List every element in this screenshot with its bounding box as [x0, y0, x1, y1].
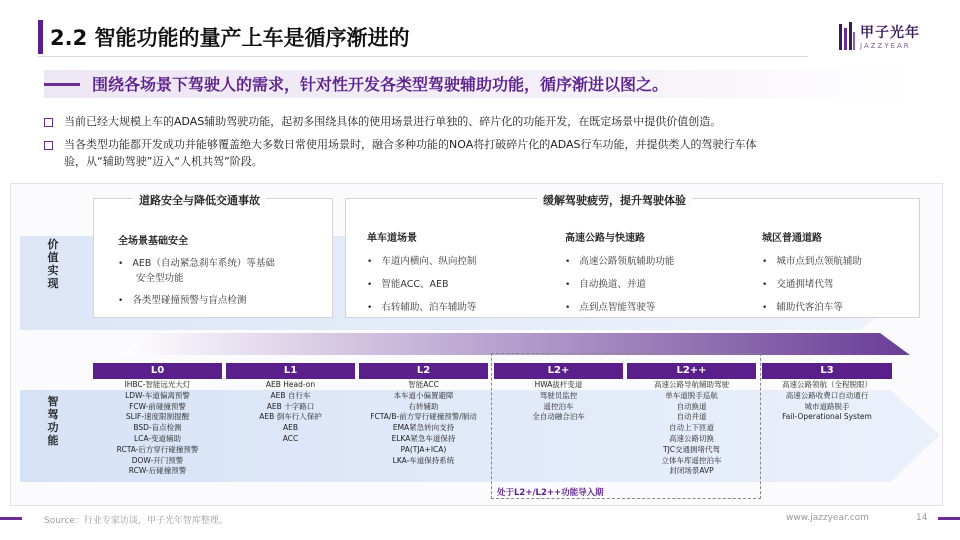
bullet-dot-icon: •	[762, 303, 768, 313]
footer-accent-right	[938, 517, 960, 520]
bullet-dot-icon: •	[565, 257, 571, 267]
function-item: 高速公路收费口自动通行	[785, 390, 869, 400]
function-item: LDW-车道偏离预警	[125, 390, 190, 400]
function-item: AEB	[282, 423, 298, 433]
function-item: 高速公路领航（全程脱眼）	[782, 380, 872, 389]
function-item: DOW-开门预警	[131, 455, 184, 465]
function-item: 高速公路切换	[669, 433, 714, 443]
function-item: 全自动融合泊车	[532, 412, 585, 422]
bullet-dot-icon: •	[762, 257, 768, 267]
function-item: LCA-变道辅助	[133, 433, 182, 443]
logo-mark-icon	[838, 20, 856, 54]
level-header: L1	[226, 363, 355, 379]
function-item: PA(TJA+ICA)	[400, 444, 447, 454]
function-item: EMA紧急转向支持	[392, 423, 455, 433]
scene-column	[118, 232, 275, 306]
footer-accent-left	[0, 517, 22, 520]
label-char: 能	[47, 434, 59, 447]
logo-text-cn: 甲子光年	[860, 25, 920, 41]
function-item: 本车道小偏置避障	[393, 390, 454, 400]
function-item: TJC交通拥堵代驾	[662, 444, 721, 454]
brand-logo	[838, 20, 934, 54]
function-item: 高速公路导航辅助驾驶	[654, 380, 729, 389]
function-item: ELKA紧急车道保持	[391, 433, 456, 443]
scene-item: 各类型碰撞预警与盲点检测	[132, 295, 247, 306]
scene-title: 单车道场景	[367, 233, 417, 244]
scene-title: 全场景基础安全	[118, 236, 188, 247]
function-item: Fail-Operational System	[782, 412, 872, 422]
function-item: AEB 十字路口	[266, 401, 315, 411]
scene-item: 安全型功能	[136, 273, 184, 284]
level-column-l2	[359, 363, 488, 466]
scene-item: AEB（自动紧急刹车系统）等基础	[132, 258, 275, 269]
level-header: L2++	[627, 363, 756, 379]
scene-item: 点到点智能驾驶等	[579, 302, 656, 313]
function-item: AEB 倒车行人保护	[259, 412, 322, 422]
current-phase-highlight	[491, 353, 761, 499]
function-item: AEB Head-on	[265, 380, 316, 389]
function-item: RCW-后碰撞预警	[128, 466, 187, 476]
function-item: AEB 自行车	[270, 390, 311, 400]
scene-item: 自动换道、并道	[579, 279, 646, 290]
scene-column	[565, 229, 674, 313]
subtitle: 围绕各场景下驾驶人的需求，针对性开发各类型驾驶辅助功能，循序渐进以图之。	[92, 75, 669, 94]
scene-item: 城市点到点领航辅助	[776, 256, 862, 267]
function-item: LKA-车道保持系统	[392, 455, 455, 465]
label-char: 价	[47, 238, 59, 251]
function-item: FCTA/B-前方穿行碰撞预警/制动	[370, 412, 477, 422]
scene-item: 高速公路领航辅助功能	[579, 256, 675, 267]
label-char: 实	[47, 264, 59, 277]
function-item: BSD-盲点检测	[133, 423, 182, 433]
function-item: 自动上下匝道	[669, 423, 714, 433]
bullet-text: 当各类型功能都开发成功并能够覆盖绝大多数日常使用场景时，融合多种功能的NOA将打破碎片化的ADAS行车功能，并提供类人的驾驶行车体	[64, 138, 757, 151]
scene-column	[367, 229, 476, 313]
level-header: L2	[359, 363, 488, 379]
scene-column	[762, 229, 862, 313]
bullet-dot-icon: •	[367, 257, 373, 267]
scene-title: 城区普通道路	[762, 233, 822, 244]
bullet-text: 当前已经大规模上车的ADAS辅助驾驶功能，起初多围绕具体的使用场景进行单独的、碎片化的功能开发，在既定场景中提供价值创造。	[64, 115, 722, 128]
page-title: 2.2 智能功能的量产上车是循序渐进的	[50, 26, 410, 50]
scene-item: 车道内横向、纵向控制	[381, 256, 477, 267]
scene-title: 高速公路与快速路	[565, 233, 645, 244]
footer-source: Source：行业专家访谈，甲子光年智库整理。	[44, 516, 228, 526]
logo-text-en: JAZZYEAR	[860, 42, 911, 50]
function-item: SLIF-速度限制提醒	[125, 412, 190, 422]
bullet-box-icon	[44, 118, 53, 127]
label-char: 值	[47, 251, 59, 264]
scene-item: 右转辅助、泊车辅助等	[381, 302, 477, 313]
phase-divider	[120, 333, 910, 355]
function-item: ACC	[282, 433, 299, 443]
function-item: 智能ACC	[408, 380, 439, 389]
scene-item: 交通拥堵代驾	[776, 279, 834, 290]
page-number: 14	[916, 513, 928, 523]
function-row-label	[42, 395, 64, 447]
level-header: L2+	[494, 363, 623, 379]
function-item: 城市道路脱手	[804, 401, 850, 411]
label-char: 现	[47, 277, 59, 290]
level-column-l0	[93, 363, 222, 477]
footer-url[interactable]: www.jazzyear.com	[786, 513, 869, 523]
bullet-dot-icon: •	[762, 280, 768, 290]
bullet-dot-icon: •	[118, 259, 124, 269]
label-char: 驾	[47, 408, 59, 421]
level-column-l1	[226, 363, 355, 445]
level-header: L3	[762, 363, 892, 379]
bullet-text: 验，从“辅助驾驶”迈入“人机共驾”阶段。	[64, 155, 263, 168]
goal-title: 道路安全与降低交通事故	[133, 192, 266, 208]
bullet-dot-icon: •	[565, 303, 571, 313]
function-item: 右转辅助	[408, 401, 439, 411]
bullet-box-icon	[44, 141, 53, 150]
label-char: 智	[47, 395, 59, 408]
level-column-l3	[762, 363, 892, 423]
function-item: 自动并道	[676, 412, 707, 422]
label-char: 功	[47, 421, 59, 434]
function-item: 立体车库遥控泊车	[661, 455, 722, 465]
function-item: FCW-前碰撞预警	[129, 401, 186, 411]
function-item: IHBC-智能远光大灯	[124, 380, 191, 389]
subtitle-dash	[44, 83, 80, 86]
scene-item: 辅助代客泊车等	[776, 302, 843, 313]
title-divider	[38, 56, 808, 57]
level-header: L0	[93, 363, 222, 379]
scene-item: 智能ACC、AEB	[381, 279, 449, 290]
goal-title: 缓解驾驶疲劳，提升驾驶体验	[537, 192, 692, 208]
function-item: RCTA-后方穿行碰撞预警	[116, 444, 199, 454]
function-item: 驾驶员监控	[539, 390, 578, 400]
function-item: 遥控泊车	[543, 401, 574, 411]
bullet-dot-icon: •	[565, 280, 571, 290]
title-accent-bar	[38, 20, 43, 54]
bullet-dot-icon: •	[367, 280, 373, 290]
function-item: HWA拔杆变道	[534, 380, 583, 389]
bullet-dot-icon: •	[367, 303, 373, 313]
function-item: 单车道脱手巡航	[665, 390, 718, 400]
function-item: 自动换道	[676, 401, 707, 411]
current-phase-label: 处于L2+/L2++功能导入期	[497, 488, 604, 498]
value-row-label	[42, 238, 64, 290]
bullet-dot-icon: •	[118, 296, 124, 306]
function-item: 封闭场景AVP	[669, 466, 714, 476]
